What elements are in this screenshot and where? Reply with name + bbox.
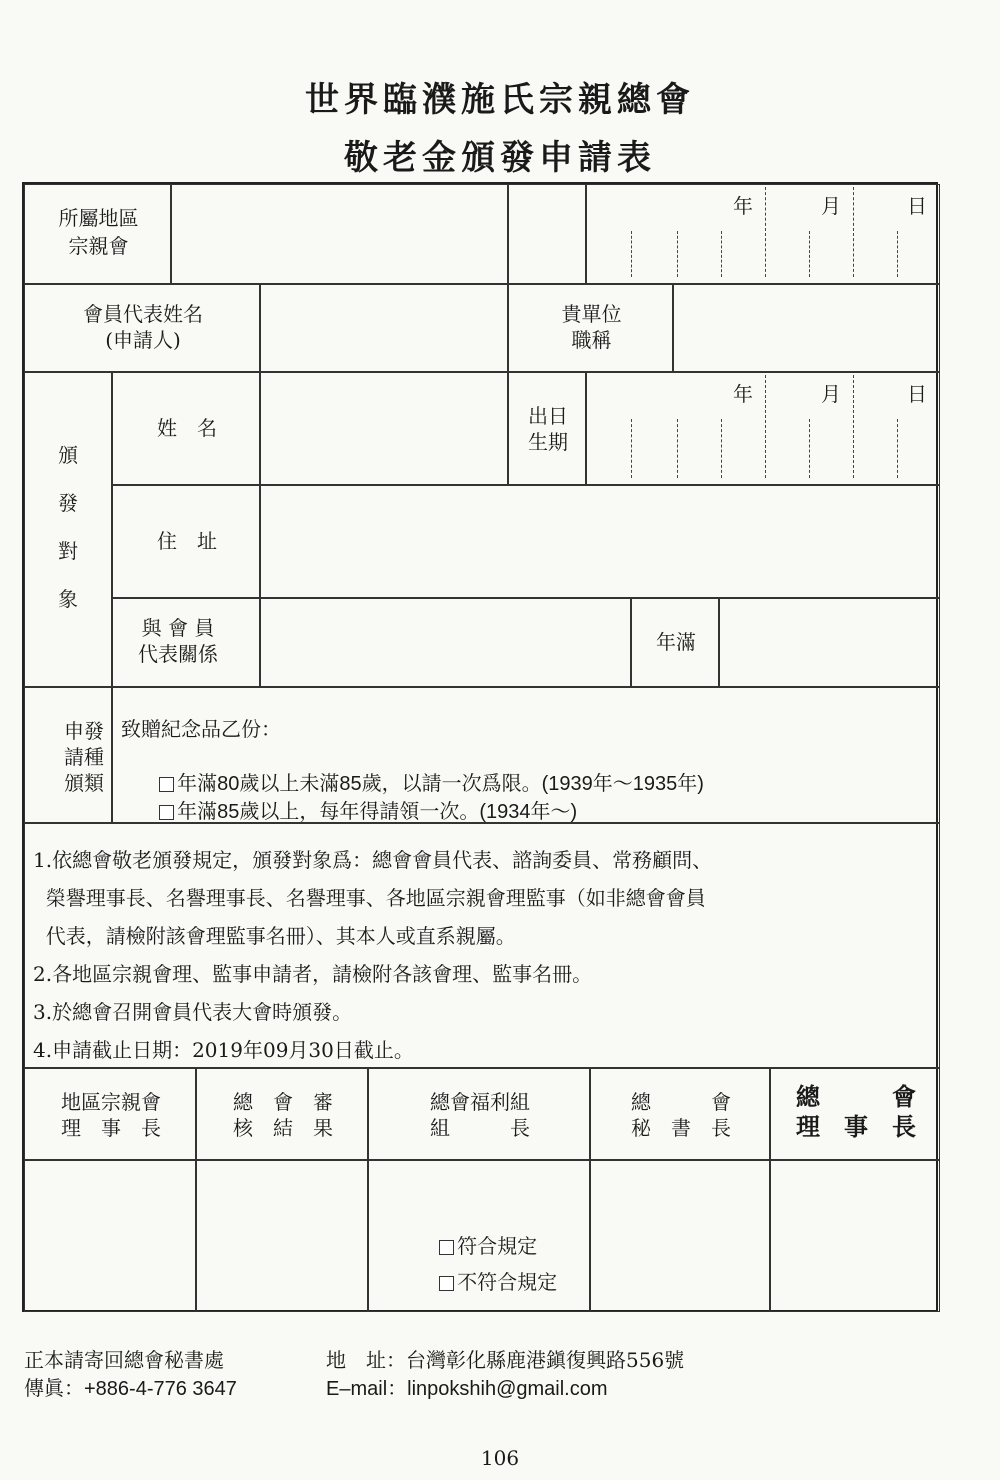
- review-fail-text: 不符合規定: [457, 1270, 558, 1294]
- region-label-cell: [24, 184, 171, 284]
- review-pass-text: 符合規定: [457, 1234, 538, 1258]
- sig-header-chairman-1: 總 會: [796, 1084, 916, 1111]
- age-input[interactable]: [719, 598, 940, 687]
- note-4: 4.申請截止日期：2019年09月30日截止。: [33, 1038, 414, 1062]
- date-digit-divider: [631, 231, 632, 277]
- date-day-label: 日: [907, 194, 927, 218]
- date-digit-divider: [809, 231, 810, 277]
- address-input[interactable]: [260, 485, 940, 598]
- recipient-char-2: 發: [58, 491, 78, 515]
- sig-header-chairman: [770, 1068, 940, 1160]
- sig-header-review-1: 總 會 審: [233, 1090, 333, 1114]
- relation-label-1: 與 會 員: [141, 616, 215, 640]
- category-options-cell: [112, 687, 940, 823]
- application-form: [22, 182, 938, 1312]
- birth-month-label: 月: [821, 382, 841, 406]
- region-extra-cell: [508, 184, 586, 284]
- option-2-text: 年滿85歲以上，每年得請領一次。(1934年～): [177, 801, 578, 823]
- name-label-cell: [112, 372, 260, 485]
- address-label-cell: [112, 485, 260, 598]
- form-title-line-2: 敬老金頒發申請表: [344, 138, 656, 178]
- note-1b: 榮譽理事長、名譽理事長、名譽理事、各地區宗親會理監事（如非總會會員: [33, 886, 706, 910]
- date-digit-divider: [897, 419, 898, 478]
- sig-header-welfare-2: 組 長: [430, 1116, 530, 1140]
- footer-address: 地 址：台灣彰化縣鹿港鎭復興路556號: [326, 1348, 685, 1372]
- category-label-1: 申發: [64, 719, 104, 743]
- note-1: 1.依總會敬老頒發規定，頒發對象爲：總會會員代表、諮詢委員、常務顧問、: [33, 848, 713, 872]
- birth-label-1: 出日: [528, 404, 568, 428]
- recipient-label-cell: [24, 372, 112, 687]
- category-label-3: 頒類: [64, 771, 104, 795]
- recipient-char-1: 頒: [58, 443, 78, 467]
- page-number: 106: [480, 1446, 520, 1470]
- date-digit-divider: [677, 231, 678, 277]
- member-rep-label-cell: [24, 284, 260, 372]
- date-digit-divider: [721, 231, 722, 277]
- age-label-cell: [631, 598, 719, 687]
- date-digit-divider: [897, 231, 898, 277]
- sig-header-region-1: 地區宗親會: [61, 1090, 161, 1114]
- option-1-text: 年滿80歲以上未滿85歲，以請一次爲限。(1939年～1935年): [177, 773, 704, 795]
- birth-label-cell: [508, 372, 586, 485]
- note-1c: 代表，請檢附該會理監事名冊）、其本人或直系親屬。: [33, 924, 516, 948]
- date-digit-divider: [809, 419, 810, 478]
- member-rep-name-input[interactable]: [260, 284, 508, 372]
- date-digit-divider: [631, 419, 632, 478]
- sig-header-secretary-2: 秘 書 長: [631, 1116, 731, 1140]
- region-label-1: 所屬地區: [58, 206, 139, 230]
- sig-header-welfare: [368, 1068, 590, 1160]
- unit-title-label-1: 貴單位: [561, 302, 622, 326]
- sig-box-secretary[interactable]: [590, 1160, 770, 1312]
- sig-box-welfare[interactable]: [368, 1160, 590, 1312]
- birth-date-input[interactable]: [586, 372, 940, 485]
- sig-header-region-2: 理 事 長: [61, 1116, 161, 1140]
- date-month-label: 月: [821, 194, 841, 218]
- unit-title-input[interactable]: [673, 284, 940, 372]
- footer-email: E–mail：linpokshih@gmail.com: [326, 1378, 608, 1400]
- address-label: 住 址: [157, 529, 217, 553]
- name-input[interactable]: [260, 372, 508, 485]
- date-digit-divider: [853, 375, 854, 478]
- unit-title-label-cell: [508, 284, 673, 372]
- unit-title-label-2: 職稱: [571, 328, 612, 352]
- sig-header-region: [24, 1068, 196, 1160]
- sig-header-review-2: 核 結 果: [233, 1116, 333, 1140]
- option-2-checkbox[interactable]: [159, 805, 174, 820]
- birth-day-label: 日: [907, 382, 927, 406]
- member-rep-label-2: (申請人): [105, 328, 181, 352]
- date-year-label: 年: [733, 194, 753, 218]
- category-label-2: 請種: [64, 745, 104, 769]
- sig-header-chairman-2: 理 事 長: [796, 1114, 916, 1141]
- note-2: 2.各地區宗親會理、監事申請者，請檢附各該會理、監事名冊。: [33, 962, 593, 986]
- name-label: 姓 名: [157, 416, 217, 440]
- footer-fax: 傳眞：+886-4-776 3647: [24, 1378, 237, 1400]
- sig-box-region[interactable]: [24, 1160, 196, 1312]
- region-label-2: 宗親會: [68, 234, 129, 258]
- sig-header-secretary: [590, 1068, 770, 1160]
- review-fail-checkbox[interactable]: [439, 1276, 454, 1291]
- sig-header-secretary-1: 總 會: [631, 1090, 731, 1114]
- age-label: 年滿: [656, 630, 696, 654]
- birth-label-2: 生期: [528, 430, 568, 454]
- sig-box-chairman[interactable]: [770, 1160, 940, 1312]
- region-input[interactable]: [171, 184, 508, 284]
- review-fail-option[interactable]: [401, 1243, 557, 1321]
- member-rep-label-1: 會員代表姓名: [83, 302, 203, 326]
- recipient-char-3: 對: [58, 539, 78, 563]
- note-3: 3.於總會召開會員代表大會時頒發。: [33, 1000, 353, 1024]
- date-digit-divider: [765, 187, 766, 277]
- date-input[interactable]: [586, 184, 940, 284]
- sig-header-review: [196, 1068, 368, 1160]
- birth-year-label: 年: [733, 382, 753, 406]
- category-label-cell: [24, 687, 112, 823]
- form-title-line-1: 世界臨濮施氏宗親總會: [305, 80, 695, 120]
- footer-mail-to: 正本請寄回總會秘書處: [24, 1348, 224, 1372]
- relation-label-cell: [112, 598, 260, 687]
- sig-box-review[interactable]: [196, 1160, 368, 1312]
- date-digit-divider: [853, 187, 854, 277]
- sig-header-welfare-1: 總會福利組: [430, 1090, 530, 1114]
- gift-text: 致贈紀念品乙份：: [121, 717, 281, 741]
- recipient-char-4: 象: [58, 587, 78, 611]
- date-digit-divider: [721, 419, 722, 478]
- relation-label-2: 代表關係: [138, 642, 218, 666]
- notes-cell: [24, 823, 940, 1068]
- date-digit-divider: [765, 375, 766, 478]
- date-digit-divider: [677, 419, 678, 478]
- relation-input[interactable]: [260, 598, 631, 687]
